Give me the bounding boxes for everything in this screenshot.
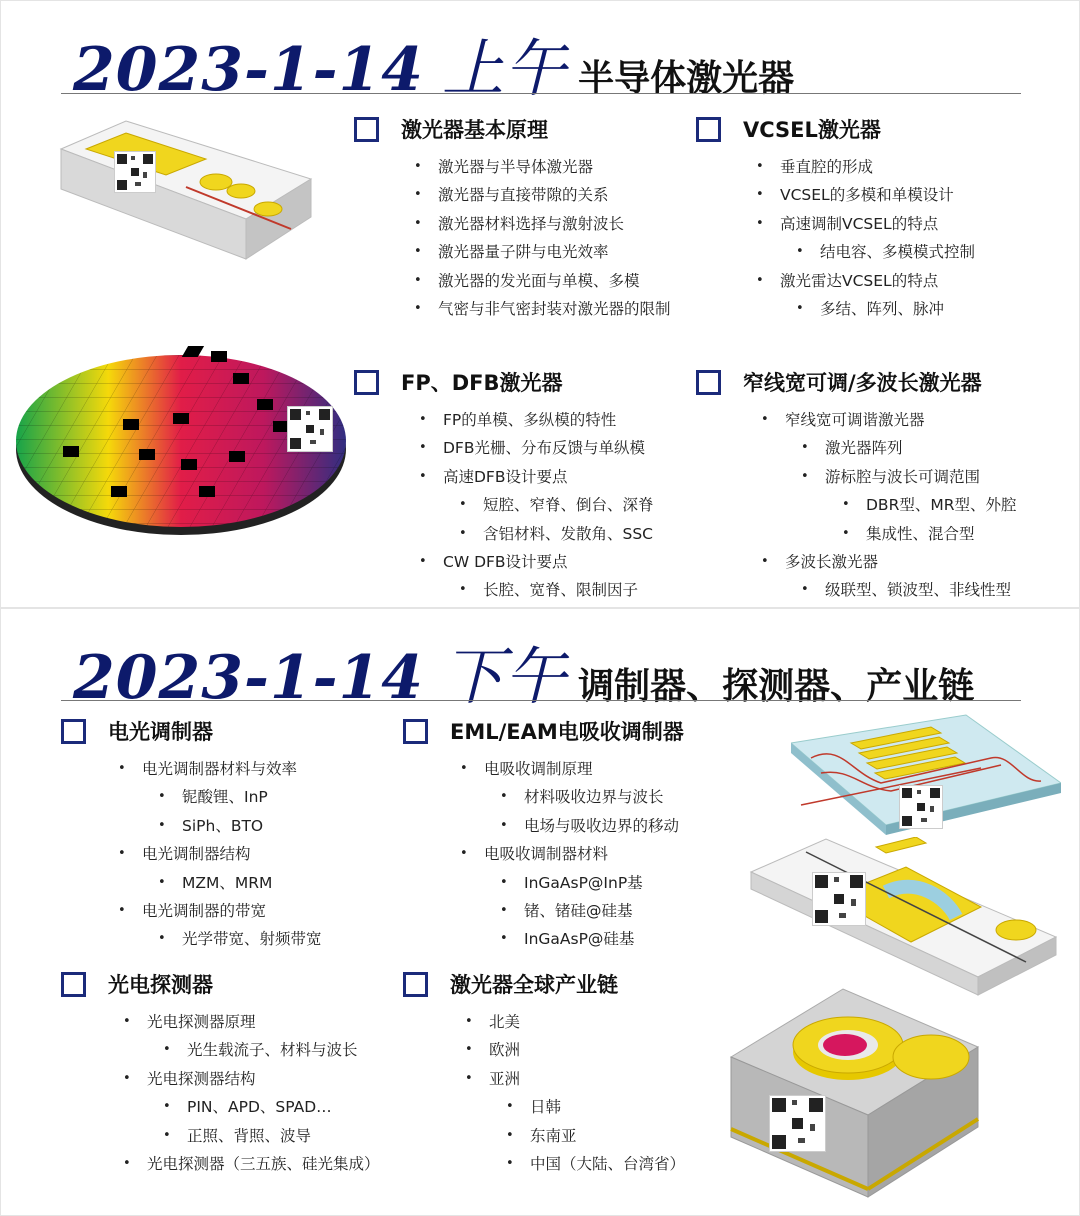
bullet-item: • VCSEL的多模和单模设计 (780, 181, 975, 209)
laser-chip-illustration (56, 109, 316, 269)
checkbox-icon (354, 117, 379, 142)
morning-divider (61, 93, 1021, 94)
eml-chip-illustration (746, 837, 1061, 997)
section-tunable (696, 364, 1016, 605)
bullet-item: • 长腔、宽脊、限制因子 (483, 576, 654, 604)
bullet-item: • 窄线宽可调谐激光器 (785, 406, 1016, 434)
section-title: VCSEL激光器 (743, 118, 881, 142)
afternoon-date: 2023-1-14 (73, 643, 425, 713)
checkbox-icon (696, 370, 721, 395)
bullet-item: • 激光器材料选择与激射波长 (438, 210, 671, 238)
bullet-item: • 高速调制VCSEL的特点 (780, 210, 975, 238)
section-eml-eam (403, 713, 684, 954)
bullet-item: • 东南亚 (530, 1122, 685, 1150)
section-title: 窄线宽可调/多波长激光器 (743, 371, 982, 395)
bullet-item: • DBR型、MR型、外腔 (866, 491, 1016, 519)
afternoon-subtitle: 调制器、探测器、产业链 (578, 666, 975, 707)
bullet-item: • 欧洲 (489, 1036, 685, 1064)
section-eo-modulator (61, 713, 322, 954)
bullet-item: • CW DFB设计要点 (443, 548, 654, 576)
bullet-item: • 光电探测器（三五族、硅光集成） (147, 1150, 380, 1178)
section-title: 光电探测器 (108, 973, 213, 997)
bullet-item: • 电场与吸收边界的移动 (524, 812, 684, 840)
section-supply-chain (403, 966, 685, 1178)
bullet-item: • 材料吸收边界与波长 (524, 783, 684, 811)
section-title: EML/EAM电吸收调制器 (450, 720, 684, 744)
bullet-item: • 激光器与直接带隙的关系 (438, 181, 671, 209)
section-fp-dfb (354, 364, 654, 605)
bullet-item: • 电吸收调制原理 (484, 755, 684, 783)
bullet-item: • 铌酸锂、InP (182, 783, 322, 811)
afternoon-panel (0, 608, 1080, 1216)
qr-code-icon (769, 1095, 826, 1152)
bullet-item: • 光电探测器结构 (147, 1065, 380, 1093)
bullet-item: • 气密与非气密封装对激光器的限制 (438, 295, 671, 323)
bullet-item: • 多结、阵列、脉冲 (820, 295, 975, 323)
bullet-item: • InGaAsP@硅基 (524, 925, 684, 953)
morning-date: 2023-1-14 (73, 35, 425, 105)
checkbox-icon (403, 719, 428, 744)
wafer-illustration (11, 341, 351, 541)
section-photodetector (61, 966, 380, 1178)
bullet-item: • DFB光栅、分布反馈与单纵模 (443, 434, 654, 462)
section-title: 激光器全球产业链 (450, 973, 618, 997)
section-title: FP、DFB激光器 (401, 371, 563, 395)
morning-title (73, 19, 794, 108)
bullet-item: • 激光器与半导体激光器 (438, 153, 671, 181)
bullet-item: • 含铝材料、发散角、SSC (483, 520, 654, 548)
bullet-item: • 电吸收调制器材料 (484, 840, 684, 868)
checkbox-icon (354, 370, 379, 395)
morning-subtitle: 半导体激光器 (578, 58, 795, 99)
bullet-item: • 激光雷达VCSEL的特点 (780, 267, 975, 295)
bullet-item: • PIN、APD、SPAD… (187, 1093, 380, 1121)
morning-period: 上午 (442, 32, 567, 105)
bullet-item: • 北美 (489, 1008, 685, 1036)
bullet-item: • MZM、MRM (182, 869, 322, 897)
checkbox-icon (61, 719, 86, 744)
qr-code-icon (812, 872, 866, 926)
bullet-item: • SiPh、BTO (182, 812, 322, 840)
bullet-item: • 电光调制器材料与效率 (142, 755, 322, 783)
bullet-item: • 垂直腔的形成 (780, 153, 975, 181)
bullet-item: • 多波长激光器 (785, 548, 1016, 576)
qr-code-icon (899, 785, 943, 829)
afternoon-title (73, 627, 974, 716)
bullet-item: • 日韩 (530, 1093, 685, 1121)
bullet-item: • 中国（大陆、台湾省） (530, 1150, 685, 1178)
bullet-item: • 亚洲 (489, 1065, 685, 1093)
bullet-item: • 激光器量子阱与电光效率 (438, 238, 671, 266)
checkbox-icon (403, 972, 428, 997)
bullet-item: • 高速DFB设计要点 (443, 463, 654, 491)
afternoon-divider (61, 700, 1021, 701)
photodetector-chip-illustration (723, 987, 981, 1202)
checkbox-icon (61, 972, 86, 997)
qr-code-icon (287, 406, 333, 452)
afternoon-period: 下午 (442, 640, 567, 713)
bullet-item: • 激光器的发光面与单模、多模 (438, 267, 671, 295)
qr-code-icon (114, 151, 156, 193)
section-laser-basics (354, 111, 671, 323)
section-title: 激光器基本原理 (401, 118, 548, 142)
bullet-item: • 锗、锗硅@硅基 (524, 897, 684, 925)
bullet-item: • 集成性、混合型 (866, 520, 1016, 548)
bullet-item: • 正照、背照、波导 (187, 1122, 380, 1150)
bullet-item: • 电光调制器结构 (142, 840, 322, 868)
bullet-item: • 级联型、锁波型、非线性型 (825, 576, 1016, 604)
section-vcsel (696, 111, 975, 323)
section-title: 电光调制器 (108, 720, 213, 744)
bullet-item: • 结电容、多模模式控制 (820, 238, 975, 266)
bullet-item: • InGaAsP@InP基 (524, 869, 684, 897)
bullet-item: • 游标腔与波长可调范围 (825, 463, 1016, 491)
bullet-item: • 短腔、窄脊、倒台、深脊 (483, 491, 654, 519)
bullet-item: • 光学带宽、射频带宽 (182, 925, 322, 953)
bullet-item: • FP的单模、多纵模的特性 (443, 406, 654, 434)
checkbox-icon (696, 117, 721, 142)
bullet-item: • 光生载流子、材料与波长 (187, 1036, 380, 1064)
mzm-modulator-illustration (791, 713, 1061, 838)
bullet-item: • 光电探测器原理 (147, 1008, 380, 1036)
bullet-item: • 激光器阵列 (825, 434, 1016, 462)
bullet-item: • 电光调制器的带宽 (142, 897, 322, 925)
